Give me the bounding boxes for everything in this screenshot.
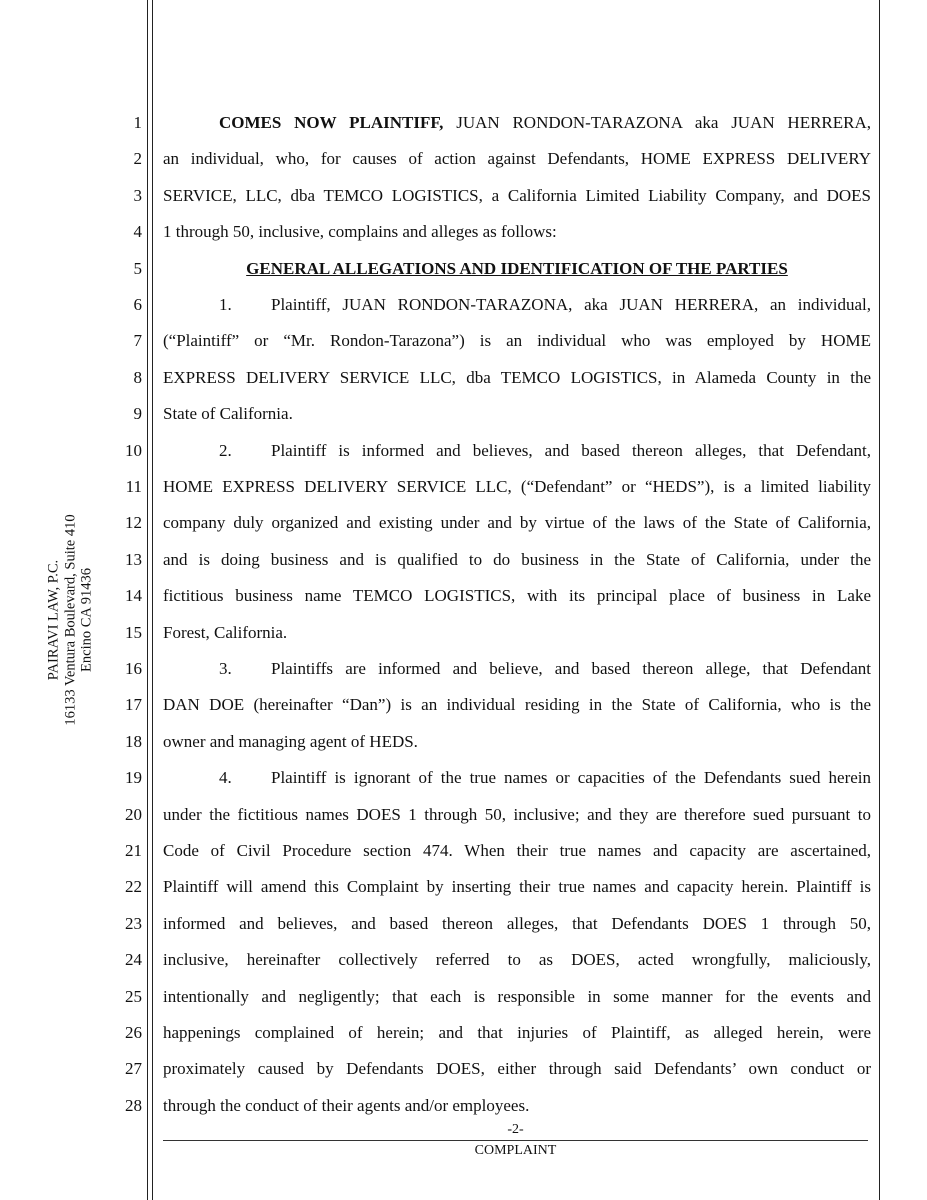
line-number: 12 xyxy=(125,513,142,532)
right-margin-rule xyxy=(879,0,880,1200)
text-line: an individual, who, for causes of action against Defendants, HOME EXPRESS DELIVERY xyxy=(163,149,871,168)
line-number: 8 xyxy=(133,368,142,387)
text-line: (“Plaintiff” or “Mr. Rondon-Tarazona”) is an individual who was employed by HOME xyxy=(163,331,871,350)
text-line: COMES NOW PLAINTIFF, JUAN RONDON-TARAZONA aka JUAN HERRERA, xyxy=(219,113,872,132)
text-line: 3. Plaintiffs are informed and believe, and based thereon allege, that Defendant xyxy=(219,659,871,678)
text-line: 1 through 50, inclusive, complains and alleges as follows: xyxy=(163,222,557,241)
line-number: 10 xyxy=(125,441,142,460)
text-line: DAN DOE (hereinafter “Dan”) is an individual residing in the State of California, who is the xyxy=(163,695,871,714)
line-number: 5 xyxy=(133,259,142,278)
text-line: State of California. xyxy=(163,404,293,423)
line-number: 27 xyxy=(125,1059,142,1078)
line-number: 17 xyxy=(125,695,142,714)
text-line: inclusive, hereinafter collectively referred to as DOES, acted wrongfully, maliciously, xyxy=(163,950,871,969)
footer-divider xyxy=(163,1140,868,1141)
line-number: 15 xyxy=(125,623,142,642)
text-line: proximately caused by Defendants DOES, either through said Defendants’ own conduct or xyxy=(163,1059,871,1078)
paragraph-number: 3. xyxy=(219,659,232,678)
line-number: 24 xyxy=(125,950,142,969)
line-number: 21 xyxy=(125,841,142,860)
footer-title: COMPLAINT xyxy=(474,1143,557,1158)
line-number: 16 xyxy=(125,659,142,678)
line-number: 7 xyxy=(133,331,142,350)
line-number: 4 xyxy=(133,222,142,241)
firm-city: Encino CA 91436 xyxy=(78,568,95,672)
text-line: HOME EXPRESS DELIVERY SERVICE LLC, (“Defendant” or “HEDS”), is a limited liability xyxy=(163,477,871,496)
left-margin-rule-inner xyxy=(152,0,153,1200)
text-line: 4. Plaintiff is ignorant of the true names or capacities of the Defendants sued herein xyxy=(219,768,871,787)
text-line: and is doing business and is qualified to do business in the State of California, under the xyxy=(163,550,871,569)
text-line: Plaintiff will amend this Complaint by inserting their true names and capacity herein. Plaintiff is xyxy=(163,877,871,896)
paragraph-number: 2. xyxy=(219,441,232,460)
firm-sidebar xyxy=(45,470,95,770)
line-number: 9 xyxy=(133,404,142,423)
text-line: informed and believes, and based thereon alleges, that Defendants DOES 1 through 50, xyxy=(163,914,871,933)
text-line: 2. Plaintiff is informed and believes, and based thereon alleges, that Defendant, xyxy=(219,441,871,460)
line-number: 1 xyxy=(133,113,142,132)
line-number: 19 xyxy=(125,768,142,787)
text-line: under the fictitious names DOES 1 through 50, inclusive; and they are therefore sued pursuant to xyxy=(163,805,871,824)
line-number: 2 xyxy=(133,149,142,168)
text-line: fictitious business name TEMCO LOGISTICS, with its principal place of business in Lake xyxy=(163,586,871,605)
line-number: 14 xyxy=(125,586,142,605)
line-number: 25 xyxy=(125,987,142,1006)
text-line: happenings complained of herein; and that injuries of Plaintiff, as alleged herein, were xyxy=(163,1023,871,1042)
line-number: 18 xyxy=(125,732,142,751)
text-line: intentionally and negligently; that each is responsible in some manner for the events and xyxy=(163,987,871,1006)
intro-lead: COMES NOW PLAINTIFF, xyxy=(219,113,444,132)
line-number: 11 xyxy=(125,477,142,496)
line-number: 3 xyxy=(133,186,142,205)
firm-name: PAIRAVI LAW, P.C. xyxy=(45,559,62,681)
text-line: EXPRESS DELIVERY SERVICE LLC, dba TEMCO LOGISTICS, in Alameda County in the xyxy=(163,368,871,387)
line-number: 23 xyxy=(125,914,142,933)
line-number: 20 xyxy=(125,805,142,824)
text-line: through the conduct of their agents and/or employees. xyxy=(163,1096,530,1115)
line-number: 26 xyxy=(125,1023,142,1042)
text-line: 1. Plaintiff, JUAN RONDON-TARAZONA, aka JUAN HERRERA, an individual, xyxy=(219,295,871,314)
text-line: Code of Civil Procedure section 474. When their true names and capacity are ascertained, xyxy=(163,841,871,860)
line-number: 28 xyxy=(125,1096,142,1115)
firm-address: 16133 Ventura Boulevard, Suite 410 xyxy=(61,514,78,726)
line-number: 6 xyxy=(133,295,142,314)
line-number: 22 xyxy=(125,877,142,896)
section-heading: GENERAL ALLEGATIONS AND IDENTIFICATION OF THE PARTIES xyxy=(246,259,788,278)
line-number: 13 xyxy=(125,550,142,569)
paragraph-number: 1. xyxy=(219,295,232,314)
left-margin-rule-outer xyxy=(147,0,148,1200)
text-line: company duly organized and existing under and by virtue of the laws of the State of California, xyxy=(163,513,871,532)
page-number: -2- xyxy=(507,1122,524,1137)
text-line: owner and managing agent of HEDS. xyxy=(163,732,418,751)
text-line: SERVICE, LLC, dba TEMCO LOGISTICS, a California Limited Liability Company, and DOES xyxy=(163,186,871,205)
paragraph-number: 4. xyxy=(219,768,232,787)
text-line: Forest, California. xyxy=(163,623,288,642)
